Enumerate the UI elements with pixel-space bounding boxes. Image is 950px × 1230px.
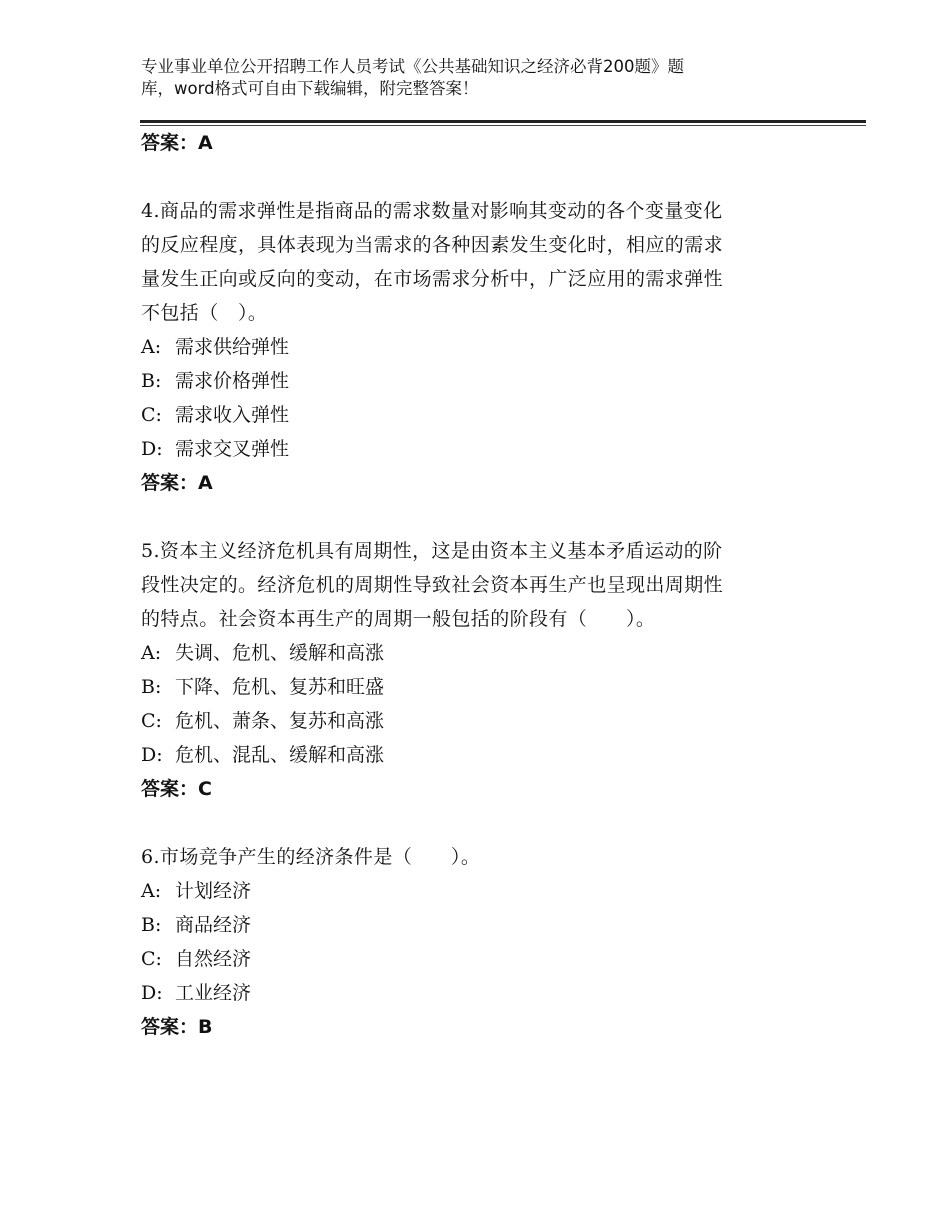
option-a [141,874,801,908]
option-d [141,738,801,772]
question-stem-line: 量发生正向或反向的变动，在市场需求分析中，广泛应用的需求弹性 [141,268,724,290]
option-a [141,636,801,670]
option-d [141,432,801,466]
option-text: 自然经济 [175,948,252,970]
question-4 [141,194,801,500]
option-text: 需求供给弹性 [175,336,290,358]
question-stem-line: 不包括（ ）。 [141,302,268,324]
document-body [141,126,801,1044]
option-letter: C: [141,710,162,732]
header-line-2: 库，word格式可自由下载编辑，附完整答案！ [141,79,479,98]
option-c [141,398,801,432]
option-text: 计划经济 [175,880,252,902]
question-6 [141,840,801,1044]
option-letter: C: [141,404,162,426]
option-letter: B: [141,676,162,698]
option-letter: B: [141,370,162,392]
option-text: 商品经济 [175,914,252,936]
option-letter: A: [141,336,162,358]
option-text: 下降、危机、复苏和旺盛 [175,676,385,698]
option-letter: C: [141,948,162,970]
question-stem-line: 6.市场竞争产生的经济条件是（ ）。 [141,846,481,868]
option-b [141,908,801,942]
option-text: 危机、混乱、缓解和高涨 [175,744,385,766]
question-stem-line: 5.资本主义经济危机具有周期性，这是由资本主义基本矛盾运动的阶 [141,540,723,562]
option-b [141,670,801,704]
option-letter: D: [141,982,163,1004]
previous-answer: 答案：A [141,132,213,154]
question-5 [141,534,801,806]
option-letter: D: [141,744,163,766]
question-answer: 答案：C [141,778,212,800]
document-header [141,56,781,100]
header-divider-thick [140,120,866,123]
option-letter: B: [141,914,162,936]
question-stem-line: 4.商品的需求弹性是指商品的需求数量对影响其变动的各个变量变化 [141,200,723,222]
question-answer: 答案：A [141,472,213,494]
option-c [141,942,801,976]
option-text: 需求交叉弹性 [175,438,290,460]
option-text: 需求收入弹性 [175,404,290,426]
question-stem-line: 的反应程度，具体表现为当需求的各种因素发生变化时，相应的需求 [141,234,724,256]
option-letter: D: [141,438,163,460]
option-text: 需求价格弹性 [175,370,290,392]
question-stem-line: 的特点。社会资本再生产的周期一般包括的阶段有（ ）。 [141,608,656,630]
option-a [141,330,801,364]
option-d [141,976,801,1010]
option-text: 失调、危机、缓解和高涨 [175,642,385,664]
header-line-1: 专业事业单位公开招聘工作人员考试《公共基础知识之经济必背200题》题 [141,57,684,76]
option-letter: A: [141,880,162,902]
question-answer: 答案：B [141,1016,213,1038]
option-c [141,704,801,738]
option-letter: A: [141,642,162,664]
option-b [141,364,801,398]
option-text: 危机、萧条、复苏和高涨 [175,710,385,732]
question-stem-line: 段性决定的。经济危机的周期性导致社会资本再生产也呈现出周期性 [141,574,724,596]
option-text: 工业经济 [175,982,252,1004]
